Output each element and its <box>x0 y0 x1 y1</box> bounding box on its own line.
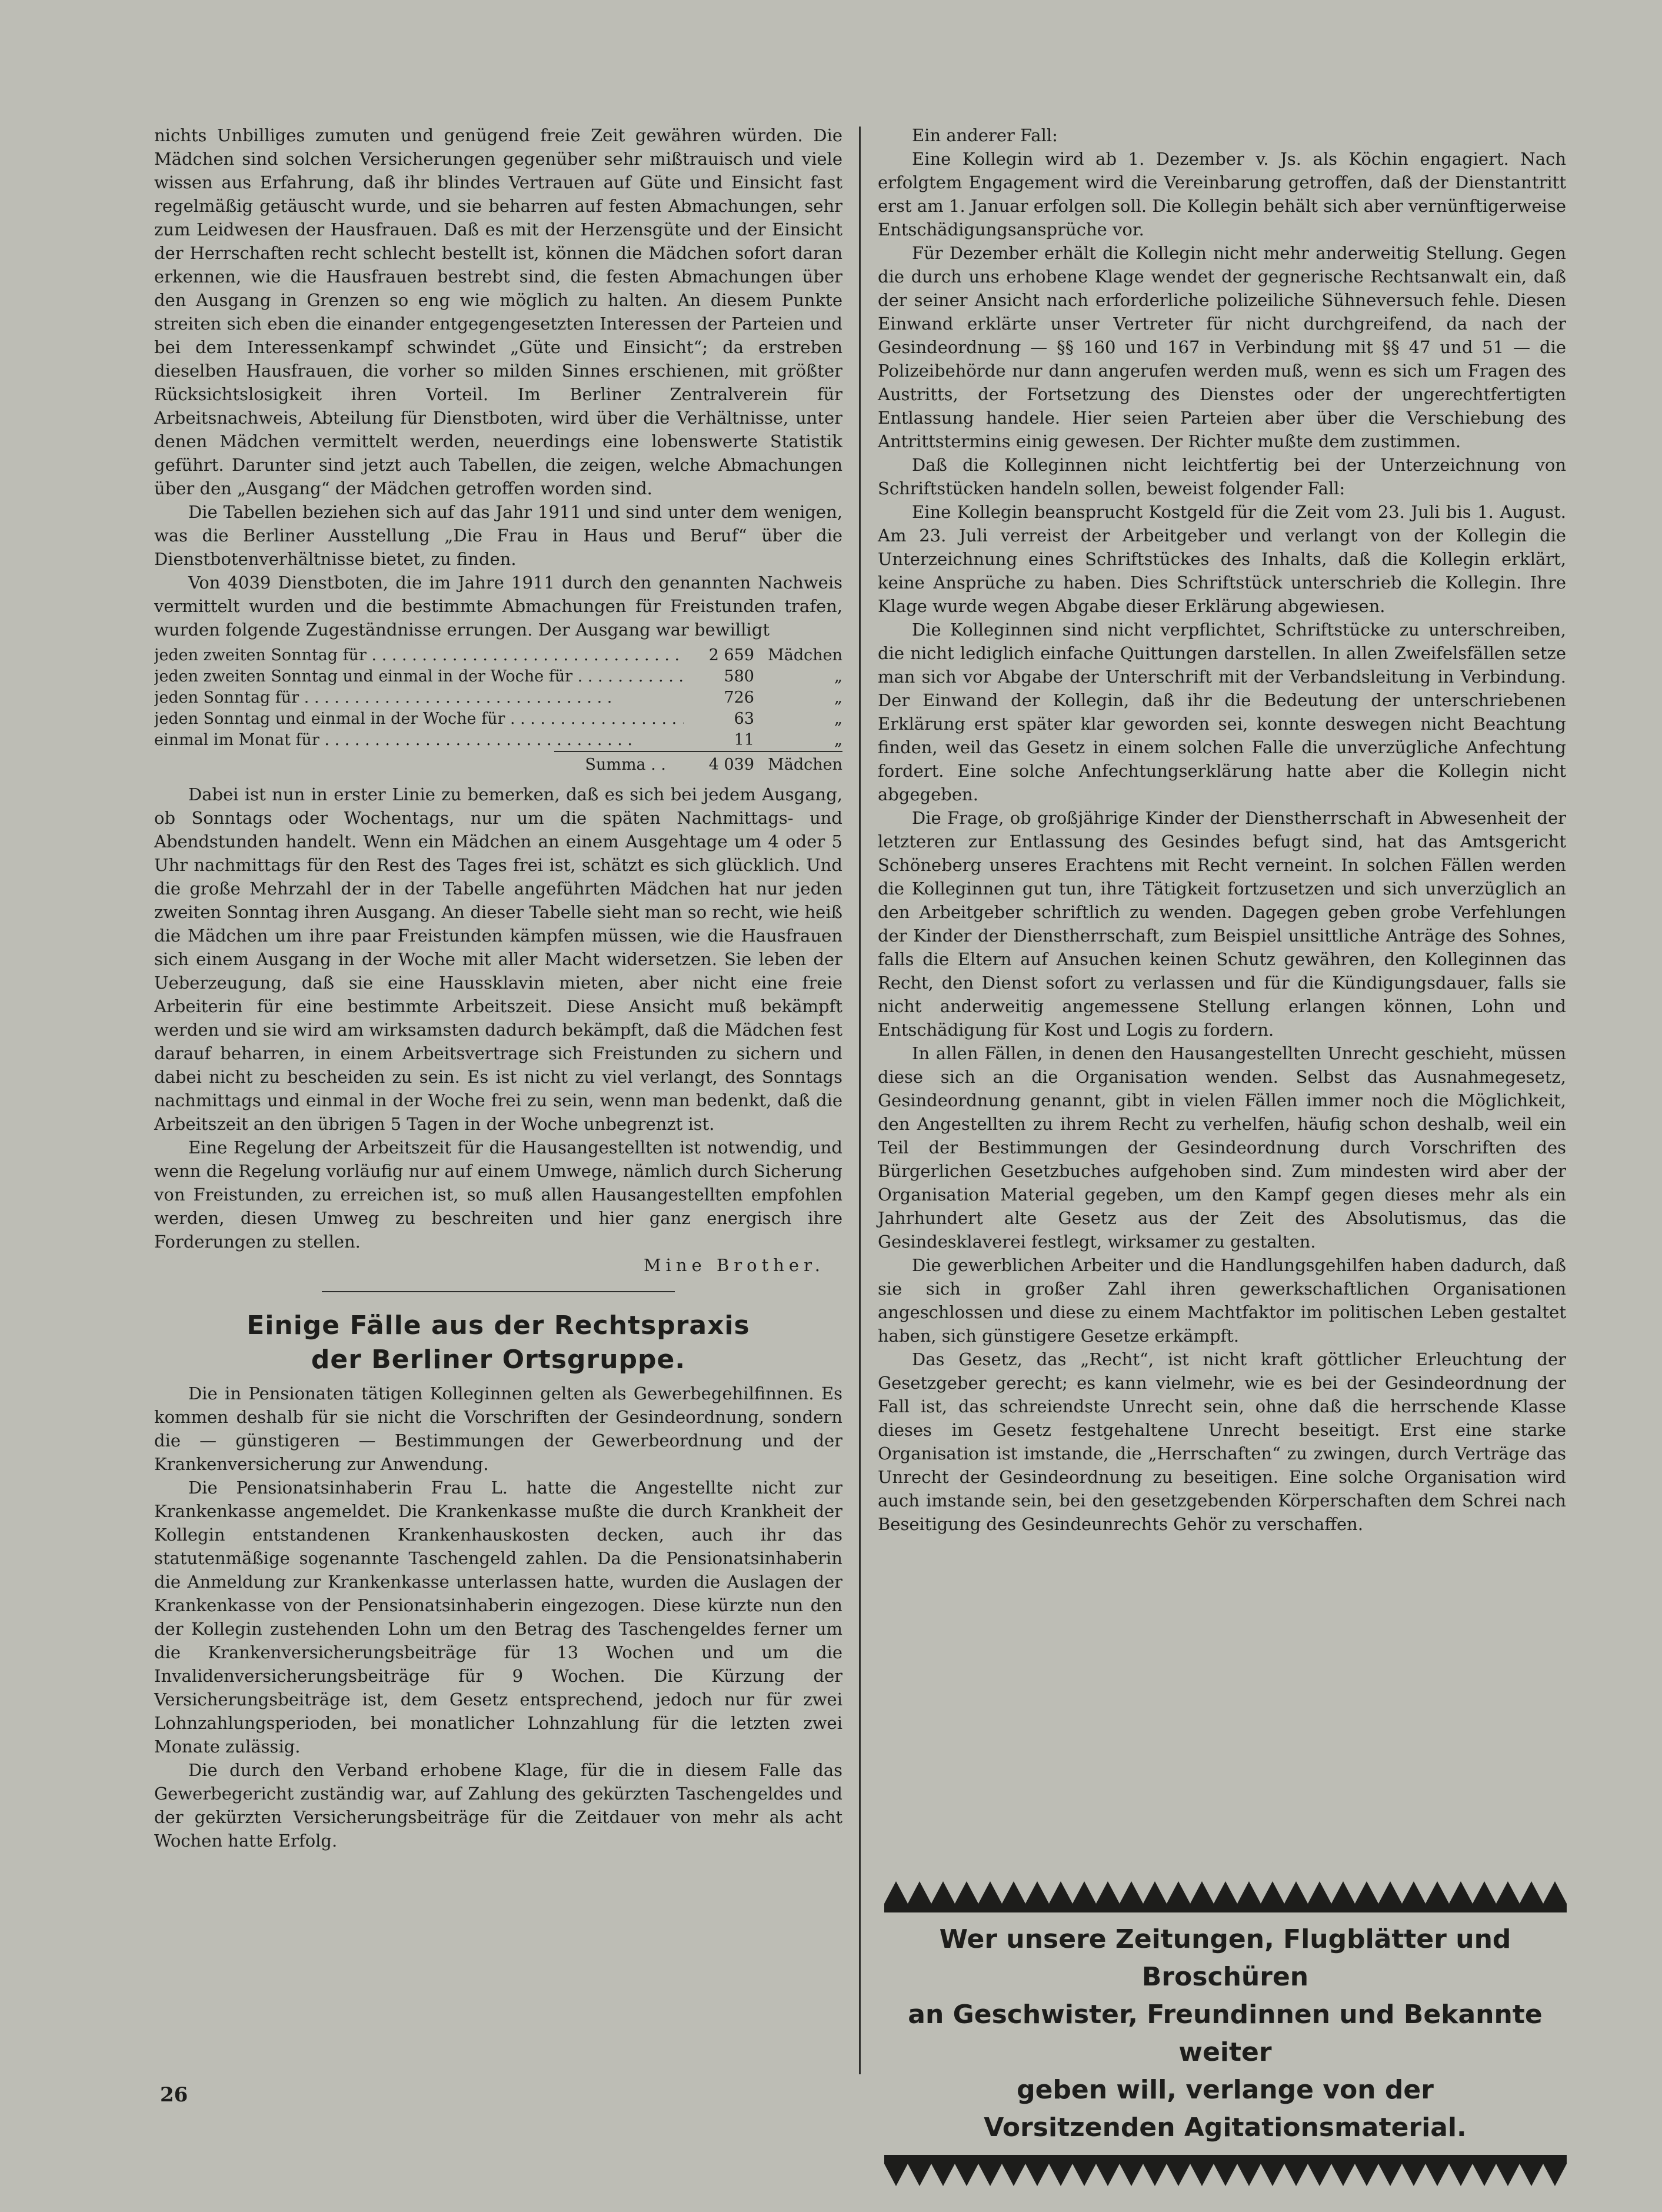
table-row-label: einmal im Monat für . . . <box>154 730 684 751</box>
notice-line: Wer unsere Zeitungen, Flugblätter und Broschüren <box>939 1924 1511 1992</box>
right-column <box>878 124 1566 1536</box>
section-heading <box>154 1309 842 1377</box>
table-sum-unit: Mädchen <box>768 756 842 774</box>
paragraph: Eine Regelung der Arbeitszeit für die Hausangestellten ist notwendig, und wenn die Regelung vorläufig nur auf einem Umwege, nämlich durch Sicherung von Freistunden, zu erreichen ist, so muß allen Hausangestellten empfohlen werden, diesen Umweg zu beschreiten und hier ganz energisch ihre Forderungen zu stellen. <box>154 1137 842 1252</box>
statistics-table <box>154 645 842 776</box>
paragraph: Daß die Kolleginnen nicht leichtfertig bei der Unterzeichnung von Schriftstücken handeln sollen, beweist folgender Fall: <box>878 455 1566 498</box>
notice-line: an Geschwister, Freundinnen und Bekannte weiter <box>908 2000 1543 2067</box>
column-divider <box>859 127 861 2074</box>
table-row-value: 11 <box>734 731 754 749</box>
paragraph: Die durch den Verband erhobene Klage, für die in diesem Falle das Gewerbegericht zuständig war, auf Zahlung des gekürzten Taschengeldes und der gekürzten Versicherungsbeiträge für die Zeitdauer von mehr als acht Wochen hatte Erfolg. <box>154 1760 842 1851</box>
paragraph: Die in Pensionaten tätigen Kolleginnen gelten als Gewerbegehilfinnen. Es kommen deshalb für sie nicht die Vorschriften der Gesindeordnung, sondern die — günstigeren — Bestimmungen der Gewerbeordnung und der Krankenversicherung zur Anwendung. <box>154 1383 842 1474</box>
paragraph: Die Pensionatsinhaberin Frau L. hatte die Angestellte nicht zur Krankenkasse angemeldet. Die Krankenkasse mußte die durch Krankheit der Kollegin entstandenen Krankenhauskosten decken, auch ihr das statutenmäßige sogenannte Taschengeld zahlen. Da die Pensionatsinhaberin die Anmeldung zur Krankenkasse unterlassen hatte, wurden die Auslagen der Krankenkasse von der Pensionatsinhaberin eingezogen. Diese kürzte nun den der Kollegin zustehenden Lohn um den Betrag des Taschengeldes ferner um die Krankenversicherungsbeiträge für 13 Wochen und um die Invalidenversicherungsbeiträge für 9 Wochen. Die Kürzung der Versicherungsbeiträge ist, dem Gesetz entsprechend, jedoch nur für zwei Lohnzahlungsperioden, bei monatlicher Lohnzahlung für die letzten zwei Monate zulässig. <box>154 1478 842 1757</box>
table-row <box>154 666 842 687</box>
paragraph: Das Gesetz, das „Recht“, ist nicht kraft göttlicher Erleuchtung der Gesetzgeber gerecht; es kann vielmehr, wie es bei der Gesindeordnung der Fall ist, das schreiendste Unrecht sein, ohne daß die herrschende Klasse dieses im Gesetz festgehaltene Unrecht beseitigt. Erst eine starke Organisation ist imstande, die „Herrschaften“ zu zwingen, durch Verträge das Unrecht der Gesindeordnung zu beseitigen. Eine solche Organisation wird auch imstande sein, bei den gesetzgebenden Körperschaften dem Schrei nach Beseitigung des Gesindeunrechts Gehör zu verschaffen. <box>878 1349 1566 1534</box>
table-row-value: 580 <box>724 667 754 686</box>
paragraph: Eine Kollegin wird ab 1. Dezember v. Js. als Köchin engagiert. Nach erfolgtem Engagement wird die Vereinbarung getroffen, daß der Dienstantritt erst am 1. Januar erfolgen soll. Die Kollegin behält sich aber vernünftigerweise Entschädigungsansprüche vor. <box>878 149 1566 240</box>
zigzag-border-bottom-icon <box>884 2155 1567 2187</box>
paragraph: Dabei ist nun in erster Linie zu bemerken, daß es sich bei jedem Ausgang, ob Sonntags oder Wochentags, nur um die späten Nachmittags- und Abendstunden handelt. Wenn ein Mädchen an einem Ausgehtage um 4 oder 5 Uhr nachmittags für den Rest des Tages frei ist, schätzt es sich glücklich. Und die große Mehrzahl der in der Tabelle angeführten Mädchen hat nur jeden zweiten Sonntag ihren Ausgang. An dieser Tabelle sieht man so recht, wie heiß die Mädchen um ihre paar Freistunden kämpfen müssen, wie die Hausfrauen sich einem Ausgang in der Woche mit aller Macht widersetzen. Sie leben der Ueberzeugung, daß sie eine Haussklavin mieten, aber nicht eine freie Arbeiterin für eine bestimmte Arbeitszeit. Diese Ansicht muß bekämpft werden und sie wird am wirksamsten dadurch bekämpft, daß die Mädchen fest darauf beharren, in einem Arbeitsvertrage sich Freistunden zu sichern und dabei nicht zu bescheiden zu sein. Es ist nicht zu viel verlangt, des Sonntags nachmittags und einmal in der Woche frei zu sein, wenn man bedenkt, daß die Arbeitszeit an den übrigen 5 Tagen in der Woche unbegrenzt ist. <box>154 784 842 1134</box>
table-row-value: 63 <box>734 710 754 728</box>
notice-line: geben will, verlange von der <box>1017 2075 1434 2105</box>
table-row-unit: „ <box>834 688 842 707</box>
table-row <box>154 730 842 751</box>
table-row <box>154 687 842 708</box>
paragraph: Die Frage, ob großjährige Kinder der Dienstherrschaft in Abwesenheit der letzteren zur Entlassung des Gesindes befugt sind, hat das Amtsgericht Schöneberg unseres Erachtens mit Recht verneint. In solchen Fällen werden die Kolleginnen gut tun, ihre Tätigkeit fortzusetzen und sich unverzüglich an den Arbeitgeber schriftlich zu wenden. Dagegen geben grobe Verfehlungen der Kinder der Dienstherrschaft, zum Beispiel unsittliche Anträge des Sohnes, falls die Eltern auf Ansuchen keinen Schutz gewähren, den Kolleginnen das Recht, den Dienst sofort zu verlassen und für die Kündigungsdauer, falls sie nicht anderweitig angemessene Stellung erlangen können, Lohn und Entschädigung für Kost und Logis zu fordern. <box>878 808 1566 1040</box>
paragraph: In allen Fällen, in denen den Hausangestellten Unrecht geschieht, müssen diese sich an die Organisation wenden. Selbst das Ausnahmegesetz, Gesindeordnung genannt, gibt in vielen Fällen immer noch die Möglichkeit, den Angestellten zu ihrem Recht zu verhelfen, häufig schon deshalb, weil ein Teil der Bestimmungen der Gesindeordnung durch Vorschriften des Bürgerlichen Gesetzbuches aufgehoben sind. Zum mindesten wird aber der Organisation Material gegeben, um den Kampf gegen dieses mehr als ein Jahrhundert alte Gesetz aus der Zeit des Absolutismus, das die Gesindesklaverei festlegt, wirksamer zu gestalten. <box>878 1043 1566 1252</box>
notice-line: Vorsitzenden Agitationsmaterial. <box>984 2113 1467 2143</box>
paragraph: Eine Kollegin beansprucht Kostgeld für die Zeit vom 23. Juli bis 1. August. Am 23. Juli verreist der Arbeitgeber und verlangt von der Kollegin die Unterzeichnung eines Schriftstückes des Inhalts, daß die Kollegin erklärt, keine Ansprüche zu haben. Dies Schriftstück unterschrieb die Kollegin. Ihre Klage wurde wegen Abgabe dieser Erklärung abgewiesen. <box>878 502 1566 616</box>
paragraph: nichts Unbilliges zumuten und genügend freie Zeit gewähren würden. Die Mädchen sind solchen Versicherungen gegenüber sehr mißtrauisch und viele wissen aus Erfahrung, daß ihr blindes Vertrauen auf Güte und Einsicht fast regelmäßig getäuscht wurde, und sie beharren auf festen Abmachungen, sehr zum Leidwesen der Hausfrauen. Daß es mit der Herzensgüte und der Einsicht der Herrschaften recht schlecht bestellt ist, können die Mädchen sofort daran erkennen, wie die Hausfrauen bestrebt sind, die festen Abmachungen über den Ausgang in Grenzen so eng wie möglich zu halten. An diesem Punkte streiten sich eben die einander entgegengesetzten Interessen der Parteien und bei dem Interessenkampf schwindet „Güte und Einsicht“; da erstreben dieselben Hausfrauen, die vorher so milden Sinnes erschienen, mit größter Rücksichtslosigkeit ihren Vorteil. Im Berliner Zentralverein für Arbeitsnachweis, Abteilung für Dienstboten, wird über die Verhältnisse, unter denen Mädchen vermittelt werden, neuerdings eine lobenswerte Statistik geführt. Darunter sind jetzt auch Tabellen, die zeigen, welche Abmachungen über den „Ausgang“ der Mädchen getroffen worden sind. <box>154 125 842 498</box>
table-sum-value: 4 039 <box>708 756 754 774</box>
table-sum-label: Summa . . <box>585 756 666 774</box>
table-row-unit: „ <box>834 667 842 686</box>
section-heading-line: Einige Fälle aus der Rechtspraxis <box>247 1310 750 1340</box>
author-signature: Mine Brother. <box>643 1255 825 1275</box>
zigzag-border-top-icon <box>884 1880 1567 1912</box>
table-row <box>154 645 842 666</box>
section-heading-line: der Berliner Ortsgruppe. <box>311 1345 686 1375</box>
table-row-unit: Mädchen <box>768 646 842 664</box>
paragraph: Die gewerblichen Arbeiter und die Handlungsgehilfen haben dadurch, daß sie sich in großer Zahl ihren gewerkschaftlichen Organisationen angeschlossen und diese zu einem Machtfaktor im politischen Leben gestaltet haben, sich günstigere Gesetze erkämpft. <box>878 1255 1566 1346</box>
table-row-label: jeden zweiten Sonntag für . . . <box>154 645 684 666</box>
paragraph: Für Dezember erhält die Kollegin nicht mehr anderweitig Stellung. Gegen die durch uns erhobene Klage wendet der gegnerische Rechtsanwalt ein, daß der seiner Ansicht nach erforderliche polizeiliche Sühneversuch fehle. Diesen Einwand erklärte unser Vertreter für nicht durchgreifend, da nach der Gesindeordnung — §§ 160 und 167 in Verbindung mit §§ 47 und 51 — die Polizeibehörde nur dann angerufen werden muß, wenn es sich um Fragen des Austritts, der Fortsetzung des Dienstes oder der ungerechtfertigten Entlassung handele. Hier seien Parteien aber über die Verschiebung des Antrittstermins einig gewesen. Der Richter mußte dem zustimmen. <box>878 243 1566 451</box>
table-row-unit: „ <box>834 731 842 749</box>
table-row-value: 2 659 <box>708 646 754 664</box>
notice-text <box>880 1921 1571 2147</box>
table-row-value: 726 <box>724 688 754 707</box>
section-divider <box>322 1291 675 1292</box>
paragraph: Von 4039 Dienstboten, die im Jahre 1911 durch den genannten Nachweis vermittelt wurden und die bestimmte Abmachungen für Freistunden trafen, wurden folgende Zugeständnisse errungen. Der Ausgang war bewilligt <box>154 573 842 640</box>
table-row <box>154 708 842 730</box>
table-sum-row <box>554 751 842 776</box>
table-row-label: jeden zweiten Sonntag und einmal in der Woche für . . . <box>154 666 684 687</box>
paragraph: Die Kolleginnen sind nicht verpflichtet, Schriftstücke zu unterschreiben, die nicht lediglich einfache Quittungen darstellen. In allen Zweifelsfällen setze man sich vor Abgabe der Unterschrift mit der Verbandsleitung in Verbindung. Der Einwand der Kollegin, daß ihr die Bedeutung der unterschriebenen Erklärung erst später klar geworden sei, konnte deswegen nicht Beachtung finden, weil das Gesetz in einem solchen Falle die unverzügliche Anfechtung fordert. Eine solche Anfechtungserklärung hatte aber die Kollegin nicht abgegeben. <box>878 620 1566 804</box>
table-row-label: jeden Sonntag für . . . <box>154 687 684 708</box>
page-number: 26 <box>160 2083 188 2107</box>
left-column <box>154 124 842 1852</box>
table-row-unit: „ <box>834 710 842 728</box>
table-row-label: jeden Sonntag und einmal in der Woche für . . . <box>154 708 684 730</box>
agitation-notice-box <box>880 1880 1571 2143</box>
paragraph: Die Tabellen beziehen sich auf das Jahr 1911 und sind unter dem wenigen, was die Berliner Ausstellung „Die Frau in Haus und Beruf“ über die Dienstbotenverhältnisse bietet, zu finden. <box>154 502 842 569</box>
paragraph: Ein anderer Fall: <box>912 125 1058 145</box>
